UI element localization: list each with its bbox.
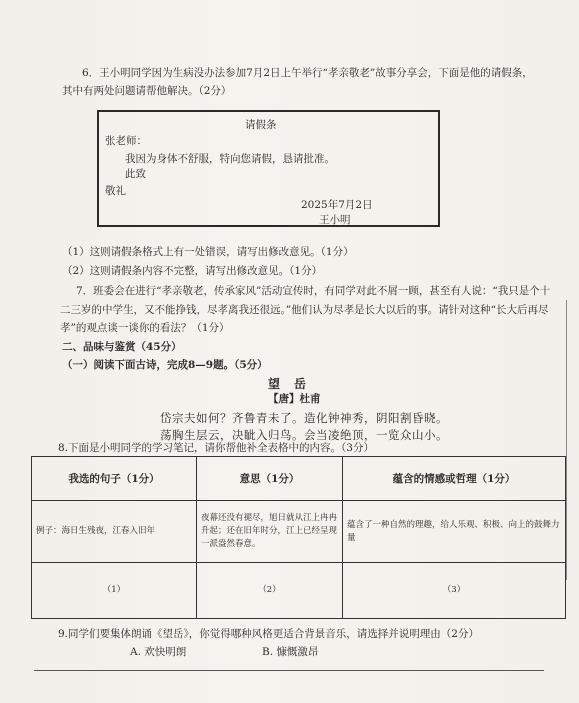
study-notes-table: [31, 456, 566, 619]
section2-title: 二、品味与鉴赏（45分）: [62, 341, 182, 353]
poem-line2: 荡胸生层云，决眦入归鸟。会当凌绝顶，一览众山小。: [160, 428, 448, 442]
leave-note-closing2: 敬礼: [105, 185, 126, 197]
header-meaning: 意思（1分）: [197, 457, 343, 501]
leave-note-body: 我因为身体不舒服，特向您请假，恳请批准。: [125, 153, 335, 165]
example-sentence: 例子：海日生残夜，江春入旧年: [32, 501, 197, 563]
example-emotion: 蕴含了一种自然的理趣，给人乐观、积极、向上的鼓舞力量: [343, 501, 566, 563]
answer-line[interactable]: [34, 670, 544, 671]
q6-sub2: （2）这则请假条内容不完整，请写出修改意见。（1分）: [62, 265, 323, 277]
leave-note-title: 请假条: [245, 119, 277, 131]
table-header-row: [32, 457, 566, 501]
table-row-blank: [32, 563, 566, 619]
q6-line1: 6．王小明同学因为生病没办法参加7月2日上午举行“孝亲敬老”故事分享会，下面是他的请假条，: [82, 67, 533, 79]
q6-sub1: （1）这则请假条格式上有一处错误，请写出修改意见。（1分）: [62, 246, 354, 258]
leave-note-closing1: 此致: [125, 168, 146, 180]
q9-option-a[interactable]: A. 欢快明朗: [130, 646, 187, 658]
header-sentence: 我选的句子（1分）: [32, 457, 197, 501]
leave-note-box: [97, 110, 440, 227]
blank-1[interactable]: （1）: [32, 563, 197, 619]
leave-note-greeting: 张老师：: [105, 135, 147, 147]
leave-note-date: 2025年7月2日: [301, 199, 373, 211]
q9-option-b[interactable]: B. 慷慨激昂: [262, 646, 319, 658]
q8-prompt: 8.下面是小明同学的学习笔记，请你帮他补全表格中的内容。（3分）: [58, 442, 374, 454]
blank-2[interactable]: （2）: [197, 563, 343, 619]
q6-line2: 其中有两处问题请帮他解决。（2分）: [62, 85, 232, 97]
poem-title: 望岳: [268, 377, 321, 391]
table-row-example: [32, 501, 566, 563]
leave-note-signature: 王小明: [319, 214, 351, 226]
header-emotion: 蕴含的情感或哲理（1分）: [343, 457, 566, 501]
poem-author: 【唐】杜甫: [268, 393, 321, 405]
example-meaning: 夜幕还没有褪尽，旭日就从江上冉冉升起；还在旧年时分，江上已经呈现一派盎然春意。: [197, 501, 343, 563]
q7-line3: 孝”的观点谈一谈你的看法？（1分）: [60, 322, 230, 334]
poem-line1: 岱宗夫如何？齐鲁青未了。造化钟神秀，阴阳割昏晓。: [160, 411, 448, 425]
q7-line2: 二三岁的中学生，又不能挣钱，尽孝离我还很远。”他们认为尽孝是长大以后的事。请针对这种“长大后再尽: [60, 304, 549, 316]
adjacent-page-edge: [566, 300, 579, 580]
blank-3[interactable]: （3）: [343, 563, 566, 619]
q7-line1: 7．班委会在进行“孝亲敬老，传承家风”活动宣传时，有同学对此不屑一顾，甚至有人说：“我只是个十: [76, 285, 551, 297]
section2-sub1: （一）阅读下面古诗，完成8—9题。（5分）: [62, 359, 268, 371]
q9-prompt: 9.同学们要集体朗诵《望岳》，你觉得哪种风格更适合背景音乐，请选择并说明理由（2分）: [58, 628, 479, 640]
